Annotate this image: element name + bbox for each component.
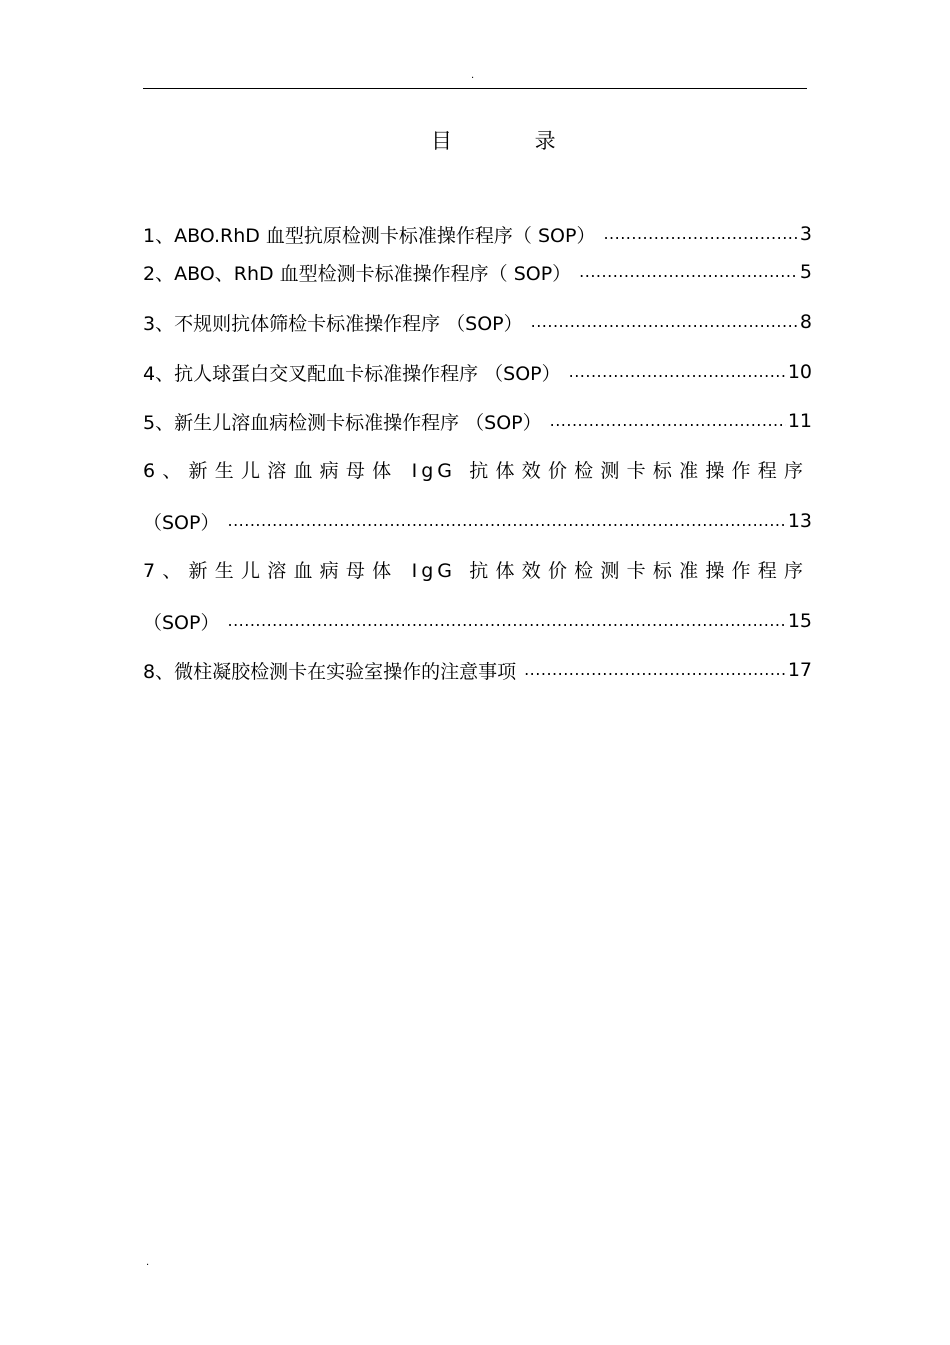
toc-entry-7-leader (227, 607, 785, 635)
toc-entry-4-text: 4、抗人球蛋白交叉配血卡标准操作程序 （SOP） (143, 362, 561, 385)
toc-entry-7-page: 15 (787, 610, 812, 632)
toc-entry-7-text-cont: （SOP） (143, 611, 220, 634)
toc-entry-2[interactable] (143, 258, 812, 286)
toc-entry-8-text: 8、微柱凝胶检测卡在实验室操作的注意事项 (143, 660, 517, 683)
toc-entry-6-leader (227, 507, 785, 535)
toc-entry-2-page: 5 (799, 261, 812, 283)
toc-entry-2-text: 2、ABO、RhD 血型检测卡标准操作程序（ SOP） (143, 262, 572, 285)
toc-entry-5-leader (550, 407, 786, 435)
toc-entry-6-text[interactable]: 6、新生儿溶血病母体 IgG 抗体效价检测卡标准操作程序 (143, 460, 807, 482)
toc-entry-6[interactable] (143, 507, 812, 535)
header-rule (143, 88, 807, 89)
footer-mark: . (146, 1257, 150, 1268)
toc-entry-6-page: 13 (787, 510, 812, 532)
toc-entry-1-page: 3 (799, 223, 812, 245)
toc-entry-4-leader (569, 358, 786, 386)
toc-entry-4[interactable] (143, 358, 812, 386)
toc-entry-6-text-cont: （SOP） (143, 511, 220, 534)
toc-entry-5-page: 11 (787, 410, 812, 432)
toc-entry-1[interactable] (143, 220, 812, 248)
toc-entry-3-page: 8 (799, 311, 812, 333)
toc-entry-2-leader (579, 258, 798, 286)
toc-entry-8-page: 17 (787, 659, 812, 681)
toc-entry-3-leader (531, 308, 798, 336)
toc-entry-1-leader (603, 220, 797, 248)
toc-entry-5-text: 5、新生儿溶血病检测卡标准操作程序 （SOP） (143, 411, 542, 434)
toc-entry-3-text: 3、不规则抗体筛检卡标准操作程序 （SOP） (143, 312, 523, 335)
page-title: 目 录 (431, 129, 594, 153)
toc-entry-7-text[interactable]: 7、新生儿溶血病母体 IgG 抗体效价检测卡标准操作程序 (143, 560, 807, 582)
header-mark: . (471, 70, 475, 81)
toc-entry-1-text: 1、ABO.RhD 血型抗原检测卡标准操作程序（ SOP） (143, 224, 596, 247)
toc-entry-3[interactable] (143, 308, 812, 336)
toc-entry-8-leader (524, 656, 786, 684)
toc-entry-7[interactable] (143, 607, 812, 635)
toc-entry-4-page: 10 (787, 361, 812, 383)
toc-entry-5[interactable] (143, 407, 812, 435)
toc-entry-8[interactable] (143, 656, 812, 684)
